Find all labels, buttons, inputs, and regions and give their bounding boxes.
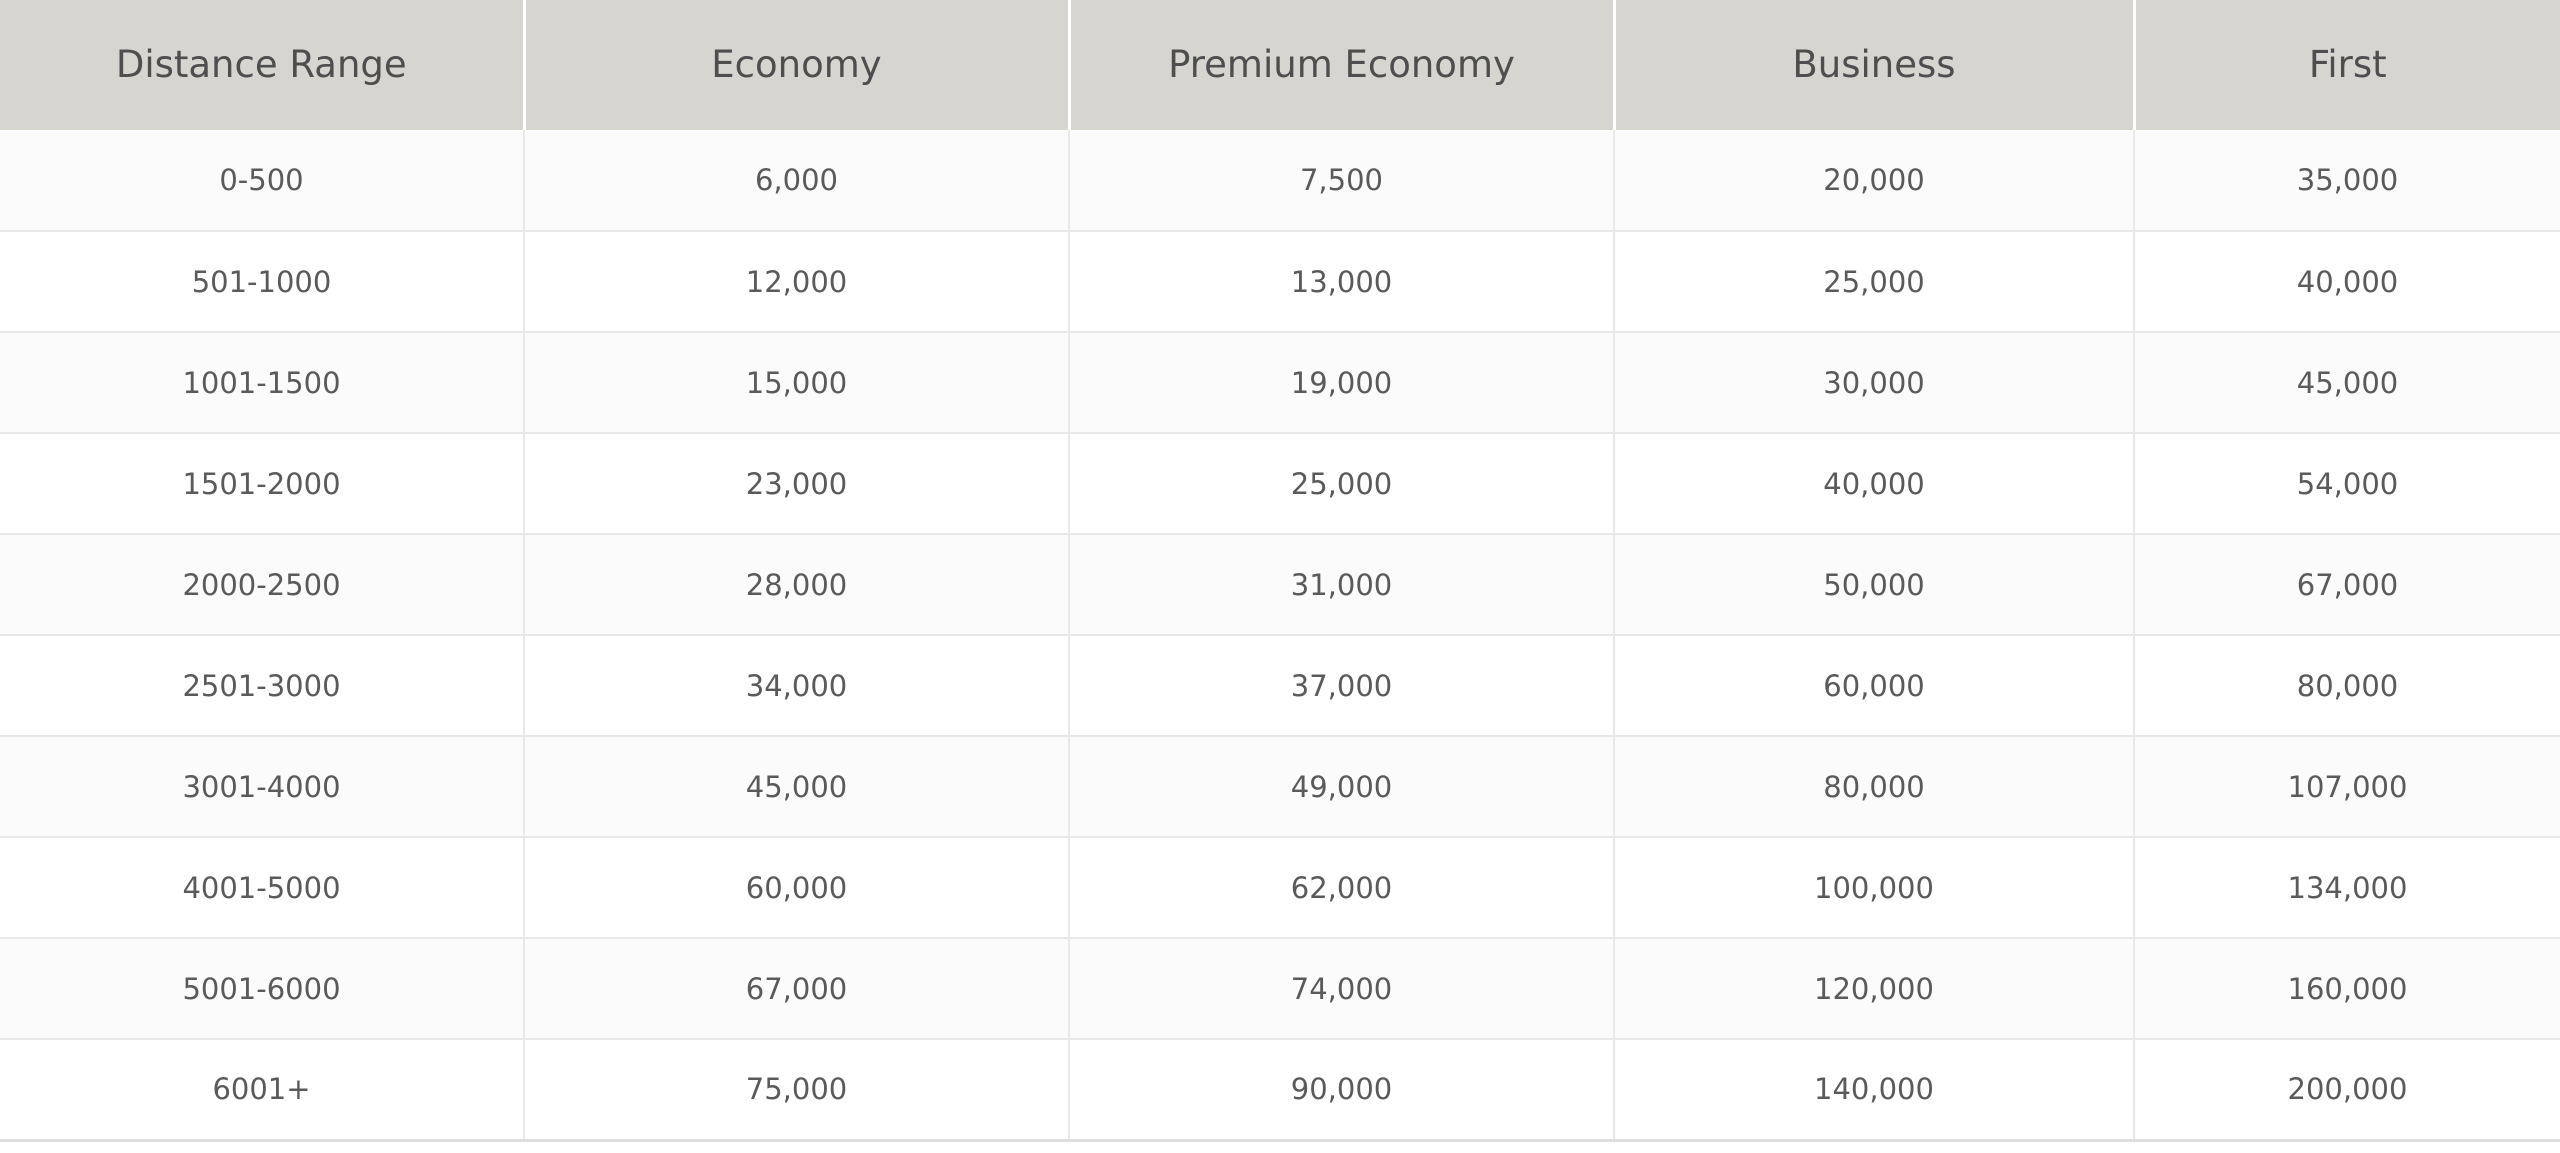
- cell-premium-economy: 62,000: [1069, 837, 1614, 938]
- cell-first: 107,000: [2134, 736, 2560, 837]
- cell-distance-range: 3001-4000: [0, 736, 524, 837]
- cell-business: 50,000: [1614, 534, 2134, 635]
- cell-first: 40,000: [2134, 231, 2560, 332]
- cell-business: 100,000: [1614, 837, 2134, 938]
- cell-business: 60,000: [1614, 635, 2134, 736]
- cell-premium-economy: 7,500: [1069, 130, 1614, 231]
- cell-economy: 34,000: [524, 635, 1069, 736]
- cell-premium-economy: 25,000: [1069, 433, 1614, 534]
- cell-economy: 75,000: [524, 1039, 1069, 1140]
- column-header-distance-range: Distance Range: [0, 0, 524, 130]
- column-header-premium-economy: Premium Economy: [1069, 0, 1614, 130]
- cell-premium-economy: 49,000: [1069, 736, 1614, 837]
- cell-premium-economy: 90,000: [1069, 1039, 1614, 1140]
- table-row: [0, 938, 2560, 1039]
- table-row: [0, 130, 2560, 231]
- table-row: [0, 1039, 2560, 1140]
- cell-economy: 12,000: [524, 231, 1069, 332]
- table-row: [0, 433, 2560, 534]
- cell-first: 67,000: [2134, 534, 2560, 635]
- table-header: [0, 0, 2560, 130]
- cell-economy: 6,000: [524, 130, 1069, 231]
- column-header-business: Business: [1614, 0, 2134, 130]
- cell-distance-range: 2501-3000: [0, 635, 524, 736]
- cell-distance-range: 6001+: [0, 1039, 524, 1140]
- cell-first: 54,000: [2134, 433, 2560, 534]
- cell-business: 25,000: [1614, 231, 2134, 332]
- cell-business: 40,000: [1614, 433, 2134, 534]
- cell-distance-range: 2000-2500: [0, 534, 524, 635]
- cell-first: 80,000: [2134, 635, 2560, 736]
- cell-distance-range: 4001-5000: [0, 837, 524, 938]
- cell-distance-range: 5001-6000: [0, 938, 524, 1039]
- cell-economy: 15,000: [524, 332, 1069, 433]
- cell-business: 140,000: [1614, 1039, 2134, 1140]
- cell-distance-range: 0-500: [0, 130, 524, 231]
- table-row: [0, 736, 2560, 837]
- cell-economy: 28,000: [524, 534, 1069, 635]
- column-header-first: First: [2134, 0, 2560, 130]
- cell-first: 134,000: [2134, 837, 2560, 938]
- cell-first: 45,000: [2134, 332, 2560, 433]
- cell-first: 160,000: [2134, 938, 2560, 1039]
- cell-first: 35,000: [2134, 130, 2560, 231]
- cell-economy: 45,000: [524, 736, 1069, 837]
- table-row: [0, 837, 2560, 938]
- cell-business: 80,000: [1614, 736, 2134, 837]
- cell-distance-range: 1501-2000: [0, 433, 524, 534]
- cell-business: 20,000: [1614, 130, 2134, 231]
- table-row: [0, 534, 2560, 635]
- cell-economy: 60,000: [524, 837, 1069, 938]
- cell-distance-range: 1001-1500: [0, 332, 524, 433]
- cell-first: 200,000: [2134, 1039, 2560, 1140]
- cell-premium-economy: 37,000: [1069, 635, 1614, 736]
- cell-premium-economy: 74,000: [1069, 938, 1614, 1039]
- cell-premium-economy: 13,000: [1069, 231, 1614, 332]
- cell-economy: 23,000: [524, 433, 1069, 534]
- cell-distance-range: 501-1000: [0, 231, 524, 332]
- cell-business: 120,000: [1614, 938, 2134, 1039]
- table-row: [0, 332, 2560, 433]
- table-header-row: [0, 0, 2560, 130]
- cell-business: 30,000: [1614, 332, 2134, 433]
- table-row: [0, 635, 2560, 736]
- cell-premium-economy: 31,000: [1069, 534, 1614, 635]
- cell-premium-economy: 19,000: [1069, 332, 1614, 433]
- column-header-economy: Economy: [524, 0, 1069, 130]
- table-body: [0, 130, 2560, 1140]
- table-row: [0, 231, 2560, 332]
- cell-economy: 67,000: [524, 938, 1069, 1039]
